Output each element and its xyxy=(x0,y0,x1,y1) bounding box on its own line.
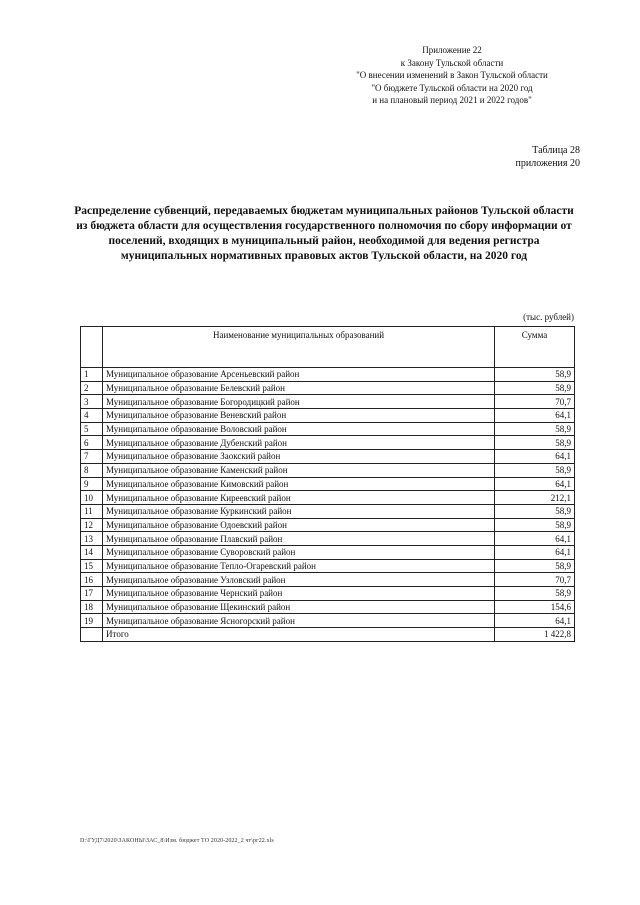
row-name: Муниципальное образование Куркинский район xyxy=(103,504,495,518)
row-sum: 58,9 xyxy=(495,518,575,532)
total-row xyxy=(81,628,575,642)
row-name: Муниципальное образование Каменский район xyxy=(103,463,495,477)
table-row xyxy=(81,545,575,559)
row-number: 16 xyxy=(81,573,103,587)
row-sum: 70,7 xyxy=(495,395,575,409)
row-name: Муниципальное образование Богородицкий район xyxy=(103,395,495,409)
table-row xyxy=(81,450,575,464)
row-number: 12 xyxy=(81,518,103,532)
row-number: 7 xyxy=(81,450,103,464)
appendix-line-2: к Закону Тульской области xyxy=(400,57,504,68)
header-sum-cell: Сумма xyxy=(495,327,575,368)
row-number: 15 xyxy=(81,559,103,573)
row-sum: 58,9 xyxy=(495,559,575,573)
appendix-block xyxy=(330,44,574,107)
total-sum: 1 422,8 xyxy=(495,628,575,642)
row-name: Муниципальное образование Плавский район xyxy=(103,532,495,546)
table-row xyxy=(81,422,575,436)
row-sum: 58,9 xyxy=(495,587,575,601)
subvention-table xyxy=(80,326,575,642)
row-name: Муниципальное образование Заокский район xyxy=(103,450,495,464)
row-name: Муниципальное образование Одоевский район xyxy=(103,518,495,532)
row-sum: 154,6 xyxy=(495,600,575,614)
row-sum: 58,9 xyxy=(495,463,575,477)
row-name: Муниципальное образование Кимовский район xyxy=(103,477,495,491)
row-number: 18 xyxy=(81,600,103,614)
row-sum: 58,9 xyxy=(495,504,575,518)
table-row xyxy=(81,491,575,505)
row-name: Муниципальное образование Чернский район xyxy=(103,587,495,601)
row-name: Муниципальное образование Киреевский район xyxy=(103,491,495,505)
row-number: 1 xyxy=(81,368,103,382)
row-sum: 64,1 xyxy=(495,450,575,464)
table-row xyxy=(81,600,575,614)
appendix-line-1: Приложение 22 xyxy=(422,45,482,55)
row-name: Муниципальное образование Арсеньевский район xyxy=(103,368,495,382)
table-row xyxy=(81,436,575,450)
units-label: (тыс. рублей) xyxy=(523,312,574,322)
row-number: 19 xyxy=(81,614,103,628)
row-sum: 70,7 xyxy=(495,573,575,587)
row-number: 8 xyxy=(81,463,103,477)
row-number: 5 xyxy=(81,422,103,436)
row-sum: 64,1 xyxy=(495,614,575,628)
row-sum: 58,9 xyxy=(495,422,575,436)
row-sum: 58,9 xyxy=(495,368,575,382)
row-name: Муниципальное образование Узловский район xyxy=(103,573,495,587)
row-sum: 64,1 xyxy=(495,532,575,546)
table-reference xyxy=(470,144,580,170)
total-number-cell xyxy=(81,628,103,642)
row-number: 11 xyxy=(81,504,103,518)
row-number: 17 xyxy=(81,587,103,601)
appendix-line-5: и на плановый период 2021 и 2022 годов" xyxy=(372,95,532,105)
row-number: 4 xyxy=(81,409,103,423)
row-number: 9 xyxy=(81,477,103,491)
table-row xyxy=(81,381,575,395)
row-name: Муниципальное образование Воловский район xyxy=(103,422,495,436)
file-path-footer: D:\ГУД7\2020\ЗАКОНЫ\ЗАС_8\Изм. бюджет ТО 2020-2022_2 чт\рг22.xls xyxy=(80,838,274,844)
appendix-line-3: "О внесении изменений в Закон Тульской области xyxy=(356,70,548,80)
row-name: Муниципальное образование Белевский район xyxy=(103,381,495,395)
table-row xyxy=(81,573,575,587)
total-label: Итого xyxy=(103,628,495,642)
row-number: 14 xyxy=(81,545,103,559)
header-name-cell: Наименование муниципальных образований xyxy=(103,327,495,368)
header-number-cell xyxy=(81,327,103,368)
document-title: Распределение субвенций, передаваемых бюджетам муниципальных районов Тульской области из бюджета области для осуществления государственного полномочия по сбору информации от поселений, входящих в муниципальный район, необходимой для ведения регистра муниципальных нормативных правовых актов Тульской области, на 2020 год xyxy=(74,205,574,262)
row-number: 6 xyxy=(81,436,103,450)
row-number: 3 xyxy=(81,395,103,409)
row-sum: 58,9 xyxy=(495,381,575,395)
table-ref-line-1: Таблица 28 xyxy=(532,145,580,156)
table-ref-line-2: приложения 20 xyxy=(515,158,580,169)
table-row xyxy=(81,409,575,423)
table-row xyxy=(81,395,575,409)
table-row xyxy=(81,532,575,546)
table-row xyxy=(81,504,575,518)
row-name: Муниципальное образование Дубенский район xyxy=(103,436,495,450)
appendix-line-4: "О бюджете Тульской области на 2020 год xyxy=(371,82,533,93)
row-sum: 212,1 xyxy=(495,491,575,505)
row-sum: 64,1 xyxy=(495,545,575,559)
row-number: 13 xyxy=(81,532,103,546)
row-sum: 58,9 xyxy=(495,436,575,450)
table-row xyxy=(81,477,575,491)
table-row xyxy=(81,463,575,477)
table-row xyxy=(81,614,575,628)
row-name: Муниципальное образование Веневский район xyxy=(103,409,495,423)
row-number: 10 xyxy=(81,491,103,505)
row-name: Муниципальное образование Тепло-Огаревский район xyxy=(103,559,495,573)
table-row xyxy=(81,587,575,601)
row-name: Муниципальное образование Суворовский район xyxy=(103,545,495,559)
row-sum: 64,1 xyxy=(495,409,575,423)
table-header-row xyxy=(81,327,575,368)
row-sum: 64,1 xyxy=(495,477,575,491)
row-name: Муниципальное образование Щекинский район xyxy=(103,600,495,614)
table-row xyxy=(81,559,575,573)
table-row xyxy=(81,518,575,532)
row-number: 2 xyxy=(81,381,103,395)
table-row xyxy=(81,368,575,382)
row-name: Муниципальное образование Ясногорский район xyxy=(103,614,495,628)
